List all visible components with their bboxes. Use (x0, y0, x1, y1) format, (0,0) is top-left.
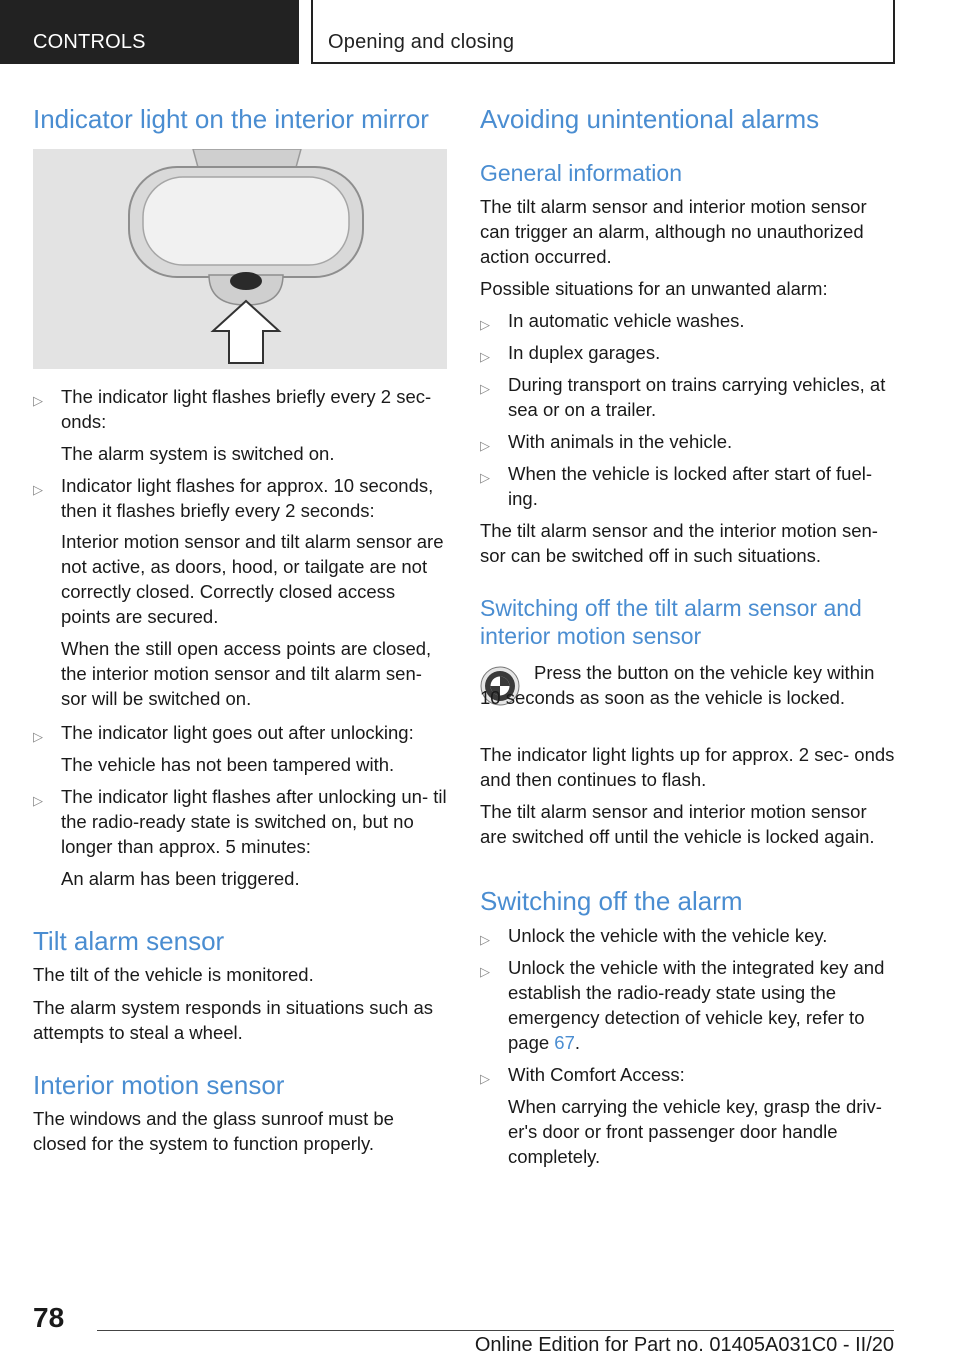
page-number: 78 (33, 1302, 65, 1333)
heading-tilt-alarm: Tilt alarm sensor (33, 926, 225, 956)
bullet-triangle-icon: ▷ (480, 349, 490, 364)
header-chapter: Opening and closing (328, 31, 515, 53)
bullet-triangle-icon: ▷ (480, 381, 490, 396)
paragraph: The tilt alarm sensor and the interior motion sen‐ sor can be switched off in such situations. (480, 520, 878, 566)
paragraph: The windows and the glass sunroof must be closed for the system to function properly. (33, 1108, 394, 1154)
paragraph: The alarm system is switched on. (61, 443, 335, 464)
list-item: ▷ Unlock the vehicle with the integrated key and establish the radio-ready state using the emergency detection of vehicle key, refer to page 67. (480, 957, 885, 1053)
footer-divider (97, 1330, 894, 1331)
heading-switch-off-sensors: Switching off the tilt alarm sensor and interior motion sensor (480, 595, 862, 649)
paragraph: The tilt alarm sensor and interior motion sensor are switched off until the vehicle is locked again. (480, 801, 875, 847)
list-item: ▷ When the vehicle is locked after start of fuel‐ ing. (480, 463, 873, 509)
page-reference-link[interactable]: 67 (554, 1032, 575, 1053)
heading-avoid-alarms: Avoiding unintentional alarms (480, 104, 820, 134)
list-item: ▷ The indicator light flashes briefly every 2 sec‐ onds: (33, 386, 432, 432)
bullet-triangle-icon: ▷ (480, 1071, 490, 1086)
list-item: ▷ Indicator light flashes for approx. 10 seconds, then it flashes briefly every 2 seconds: (33, 475, 434, 521)
heading-general-info: General information (480, 160, 682, 186)
heading-indicator-light: Indicator light on the interior mirror (33, 104, 429, 134)
list-item: ▷ With animals in the vehicle. (480, 429, 898, 454)
header-section-tab (0, 0, 299, 64)
header-chapter-tab (311, 0, 895, 64)
list-item: ▷ The indicator light goes out after unlocking: (33, 720, 447, 745)
paragraph: When carrying the vehicle key, grasp the driv‐ er's door or front passenger door handle completely. (508, 1096, 882, 1167)
paragraph: An alarm has been triggered. (61, 868, 300, 889)
list-item: ▷ In automatic vehicle washes. (480, 308, 898, 333)
list-item: ▷ During transport on trains carrying vehicles, at sea or on a trailer. (480, 374, 886, 420)
paragraph: The vehicle has not been tampered with. (61, 754, 395, 775)
bullet-triangle-icon: ▷ (33, 729, 43, 744)
list-item: ▷ Unlock the vehicle with the vehicle key. (480, 923, 898, 948)
footer-edition: Online Edition for Part no. 01405A031C0 - II/20 (474, 1334, 894, 1356)
bullet-triangle-icon: ▷ (33, 482, 43, 497)
heading-switch-off-alarm: Switching off the alarm (480, 886, 743, 916)
paragraph: The indicator light lights up for approx. 2 sec‐ onds and then continues to flash. (480, 744, 895, 790)
mirror-indicator-icon (33, 149, 447, 369)
bullet-triangle-icon: ▷ (480, 470, 490, 485)
paragraph: Interior motion sensor and tilt alarm sensor are not active, as doors, hood, or tailgate are not correctly closed. Correctly closed access points are secured. (61, 531, 444, 627)
paragraph: When the still open access points are closed, the interior motion sensor and tilt alarm sen‐ sor will be switched on. (61, 638, 432, 709)
list-item: ▷ The indicator light flashes after unlocking un‐ til the radio-ready state is switched on, but no longer than approx. 5 minutes: (33, 786, 447, 857)
paragraph: The alarm system responds in situations such as attempts to steal a wheel. (33, 997, 433, 1043)
bullet-triangle-icon: ▷ (480, 438, 490, 453)
bullet-triangle-icon: ▷ (33, 393, 43, 408)
bullet-triangle-icon: ▷ (480, 932, 490, 947)
bullet-triangle-icon: ▷ (480, 317, 490, 332)
bullet-triangle-icon: ▷ (33, 793, 43, 808)
mirror-illustration (33, 149, 447, 369)
header-section: CONTROLS (33, 31, 146, 53)
list-item: ▷ In duplex garages. (480, 340, 898, 365)
paragraph: Possible situations for an unwanted alarm: (480, 278, 828, 299)
paragraph: The tilt alarm sensor and interior motion sensor can trigger an alarm, although no unauthorized action occurred. (480, 196, 867, 267)
heading-interior-motion: Interior motion sensor (33, 1070, 285, 1100)
bullet-triangle-icon: ▷ (480, 964, 490, 979)
list-item: ▷ With Comfort Access: (480, 1062, 898, 1087)
paragraph: Press the button on the vehicle key within 10 seconds as soon as the vehicle is locked. (480, 662, 875, 708)
paragraph: The tilt of the vehicle is monitored. (33, 964, 314, 985)
